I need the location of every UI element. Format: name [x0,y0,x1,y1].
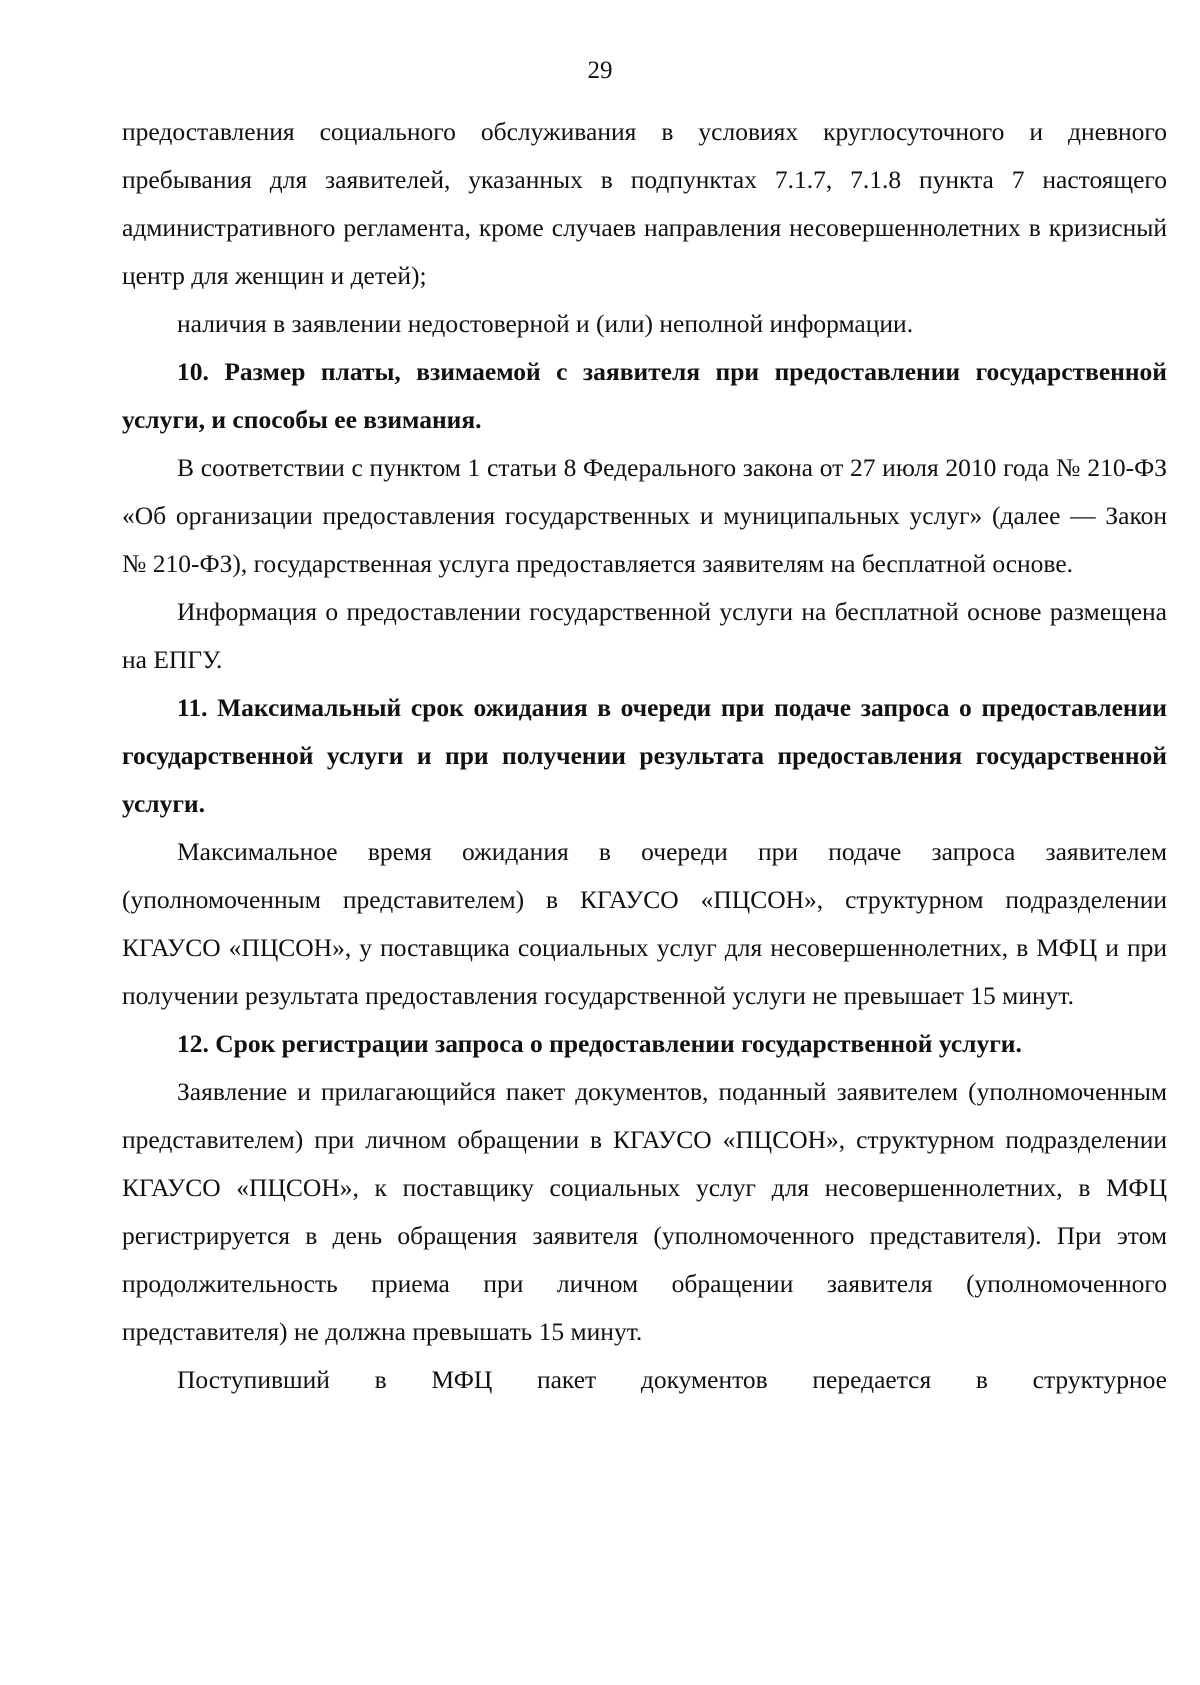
document-body [122,108,1167,1404]
paragraph-refusal-reason: наличия в заявлении недостоверной и (или) неполной информации. [177,309,914,338]
page-number: 29 [587,57,613,84]
section-heading-10: 10. Размер платы, взимаемой с заявителя при предоставлении государственной услуги, и способы ее взимания. [122,357,1167,434]
paragraph-continuation: предоставления социального обслуживания в условиях круглосуточного и дневного пребывания для заявителей, указанных в подпунктах 7.1.7, 7.1.8 пункта 7 настоящего административного регламента, кроме случаев направления несовершеннолетних в кризисный центр для женщин и детей); [122,117,1167,290]
section-heading-12: 12. Срок регистрации запроса о предоставлении государственной услуги. [177,1029,1022,1058]
paragraph-waiting-time: Максимальное время ожидания в очереди при подаче запроса заявителем (уполномоченным представителем) в КГАУСО «ПЦСОН», структурном подразделении КГАУСО «ПЦСОН», у поставщика социальных услуг для несовершеннолетних, в МФЦ и при получении результата предоставления государственной услуги не превышает 15 минут. [122,837,1167,1010]
paragraph-free-of-charge: В соответствии с пунктом 1 статьи 8 Федерального закона от 27 июля 2010 года № 210-ФЗ «Об организации предоставления государственных и муниципальных услуг» (далее — Закон № 210-ФЗ), государственная услуга предоставляется заявителям на бесплатной основе. [122,453,1167,578]
section-heading-11: 11. Максимальный срок ожидания в очереди при подаче запроса о предоставлении государственной услуги и при получении результата предоставления государственной услуги. [122,693,1167,818]
paragraph-epgu-info: Информация о предоставлении государственной услуги на бесплатной основе размещена на ЕПГУ. [122,597,1167,674]
paragraph-registration: Заявление и прилагающийся пакет документов, поданный заявителем (уполномоченным представителем) при личном обращении в КГАУСО «ПЦСОН», структурном подразделении КГАУСО «ПЦСОН», к поставщику социальных услуг для несовершеннолетних, в МФЦ регистрируется в день обращения заявителя (уполномоченного представителя). При этом продолжительность приема при личном обращении заявителя (уполномоченного представителя) не должна превышать 15 минут. [122,1077,1167,1346]
paragraph-mfc-transfer: Поступивший в МФЦ пакет документов передается в структурное [177,1365,1167,1394]
